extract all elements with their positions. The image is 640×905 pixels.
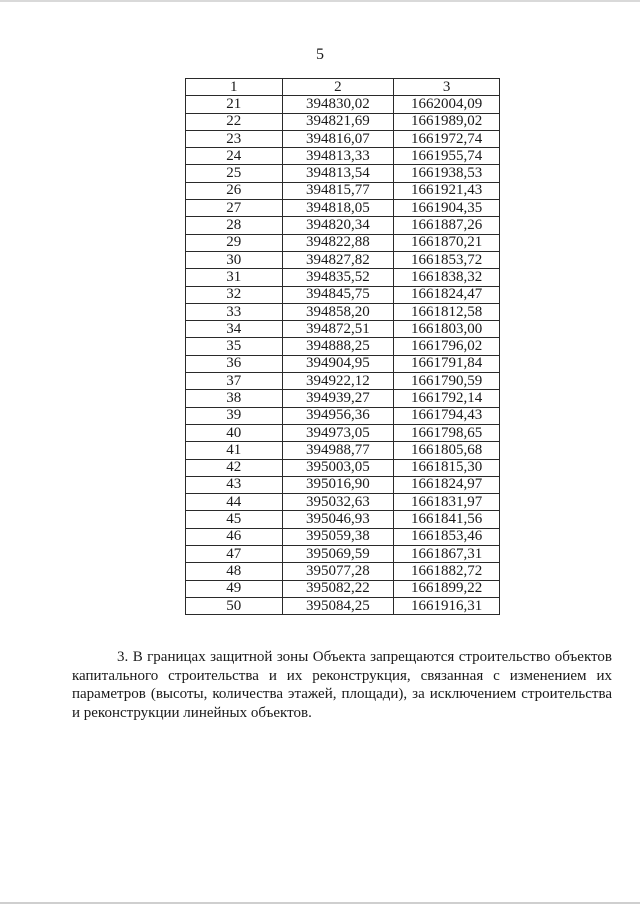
point-number-cell: 48 [186,563,283,580]
table-row [186,580,500,597]
point-number-cell: 29 [186,234,283,251]
table-row [186,373,500,390]
y-coordinate-cell: 1661824,47 [394,286,500,303]
table-row [186,442,500,459]
point-number-cell: 41 [186,442,283,459]
y-coordinate-cell: 1661831,97 [394,494,500,511]
x-coordinate-cell: 395084,25 [282,597,394,614]
y-coordinate-cell: 1662004,09 [394,96,500,113]
y-coordinate-cell: 1661904,35 [394,200,500,217]
table-row [186,459,500,476]
table-row [186,390,500,407]
table-row [186,494,500,511]
x-coordinate-cell: 394956,36 [282,407,394,424]
table-row [186,407,500,424]
table-row [186,424,500,441]
x-coordinate-cell: 394872,51 [282,321,394,338]
x-coordinate-cell: 395069,59 [282,546,394,563]
table-header-row [186,79,500,96]
y-coordinate-cell: 1661791,84 [394,355,500,372]
x-coordinate-cell: 394822,88 [282,234,394,251]
x-coordinate-cell: 395059,38 [282,528,394,545]
point-number-cell: 28 [186,217,283,234]
point-number-cell: 30 [186,251,283,268]
point-number-cell: 50 [186,597,283,614]
page-bottom-edge [0,902,640,904]
x-coordinate-cell: 394816,07 [282,130,394,147]
y-coordinate-cell: 1661989,02 [394,113,500,130]
point-number-cell: 34 [186,321,283,338]
page-top-edge [0,0,640,2]
point-number-cell: 36 [186,355,283,372]
point-number-cell: 33 [186,303,283,320]
table-row [186,303,500,320]
table-row [186,251,500,268]
x-coordinate-cell: 394973,05 [282,424,394,441]
x-coordinate-cell: 395046,93 [282,511,394,528]
x-coordinate-cell: 394813,54 [282,165,394,182]
x-coordinate-cell: 395032,63 [282,494,394,511]
point-number-cell: 47 [186,546,283,563]
point-number-cell: 22 [186,113,283,130]
table-row [186,269,500,286]
y-coordinate-cell: 1661972,74 [394,130,500,147]
x-coordinate-cell: 394815,77 [282,182,394,199]
x-coordinate-cell: 395082,22 [282,580,394,597]
point-number-cell: 44 [186,494,283,511]
x-coordinate-cell: 394830,02 [282,96,394,113]
y-coordinate-cell: 1661938,53 [394,165,500,182]
table-row [186,511,500,528]
restriction-paragraph: 3. В границах защитной зоны Объекта запрещаются строительство объектов капитального строительства и их реконструкция, связанная с изменением их параметров (высоты, количества этажей, площади), за исключением строительства и реконструкции линейных объектов. [72,649,612,721]
y-coordinate-cell: 1661899,22 [394,580,500,597]
table-row [186,476,500,493]
table-row [186,528,500,545]
point-number-cell: 24 [186,148,283,165]
table-row [186,130,500,147]
x-coordinate-cell: 394821,69 [282,113,394,130]
point-number-cell: 35 [186,338,283,355]
table-row [186,338,500,355]
table-row [186,321,500,338]
point-number-cell: 49 [186,580,283,597]
y-coordinate-cell: 1661841,56 [394,511,500,528]
y-coordinate-cell: 1661870,21 [394,234,500,251]
x-coordinate-cell: 395003,05 [282,459,394,476]
x-coordinate-cell: 394835,52 [282,269,394,286]
table-body [186,96,500,615]
point-number-cell: 32 [186,286,283,303]
y-coordinate-cell: 1661853,46 [394,528,500,545]
point-number-cell: 38 [186,390,283,407]
table-row [186,165,500,182]
column-header-1: 1 [186,79,283,96]
table-row [186,217,500,234]
point-number-cell: 46 [186,528,283,545]
coordinates-table [185,78,500,615]
x-coordinate-cell: 395077,28 [282,563,394,580]
x-coordinate-cell: 394939,27 [282,390,394,407]
point-number-cell: 21 [186,96,283,113]
table-row [186,96,500,113]
point-number-cell: 37 [186,373,283,390]
point-number-cell: 25 [186,165,283,182]
y-coordinate-cell: 1661805,68 [394,442,500,459]
x-coordinate-cell: 394888,25 [282,338,394,355]
x-coordinate-cell: 394904,95 [282,355,394,372]
point-number-cell: 26 [186,182,283,199]
x-coordinate-cell: 394988,77 [282,442,394,459]
table-row [186,148,500,165]
point-number-cell: 31 [186,269,283,286]
point-number-cell: 42 [186,459,283,476]
x-coordinate-cell: 394813,33 [282,148,394,165]
x-coordinate-cell: 395016,90 [282,476,394,493]
x-coordinate-cell: 394818,05 [282,200,394,217]
y-coordinate-cell: 1661838,32 [394,269,500,286]
y-coordinate-cell: 1661794,43 [394,407,500,424]
y-coordinate-cell: 1661867,31 [394,546,500,563]
point-number-cell: 39 [186,407,283,424]
point-number-cell: 23 [186,130,283,147]
y-coordinate-cell: 1661803,00 [394,321,500,338]
y-coordinate-cell: 1661882,72 [394,563,500,580]
y-coordinate-cell: 1661798,65 [394,424,500,441]
y-coordinate-cell: 1661887,26 [394,217,500,234]
table-row [186,182,500,199]
y-coordinate-cell: 1661955,74 [394,148,500,165]
column-header-2: 2 [282,79,394,96]
x-coordinate-cell: 394827,82 [282,251,394,268]
table-row [186,563,500,580]
y-coordinate-cell: 1661812,58 [394,303,500,320]
y-coordinate-cell: 1661921,43 [394,182,500,199]
column-header-3: 3 [394,79,500,96]
x-coordinate-cell: 394820,34 [282,217,394,234]
point-number-cell: 45 [186,511,283,528]
y-coordinate-cell: 1661796,02 [394,338,500,355]
page-number: 5 [316,46,324,63]
table-row [186,234,500,251]
y-coordinate-cell: 1661792,14 [394,390,500,407]
y-coordinate-cell: 1661790,59 [394,373,500,390]
x-coordinate-cell: 394858,20 [282,303,394,320]
table-row [186,200,500,217]
table-row [186,113,500,130]
y-coordinate-cell: 1661853,72 [394,251,500,268]
point-number-cell: 43 [186,476,283,493]
y-coordinate-cell: 1661916,31 [394,597,500,614]
x-coordinate-cell: 394922,12 [282,373,394,390]
table-row [186,546,500,563]
point-number-cell: 40 [186,424,283,441]
x-coordinate-cell: 394845,75 [282,286,394,303]
y-coordinate-cell: 1661815,30 [394,459,500,476]
table-row [186,286,500,303]
table-row [186,597,500,614]
point-number-cell: 27 [186,200,283,217]
table-row [186,355,500,372]
y-coordinate-cell: 1661824,97 [394,476,500,493]
